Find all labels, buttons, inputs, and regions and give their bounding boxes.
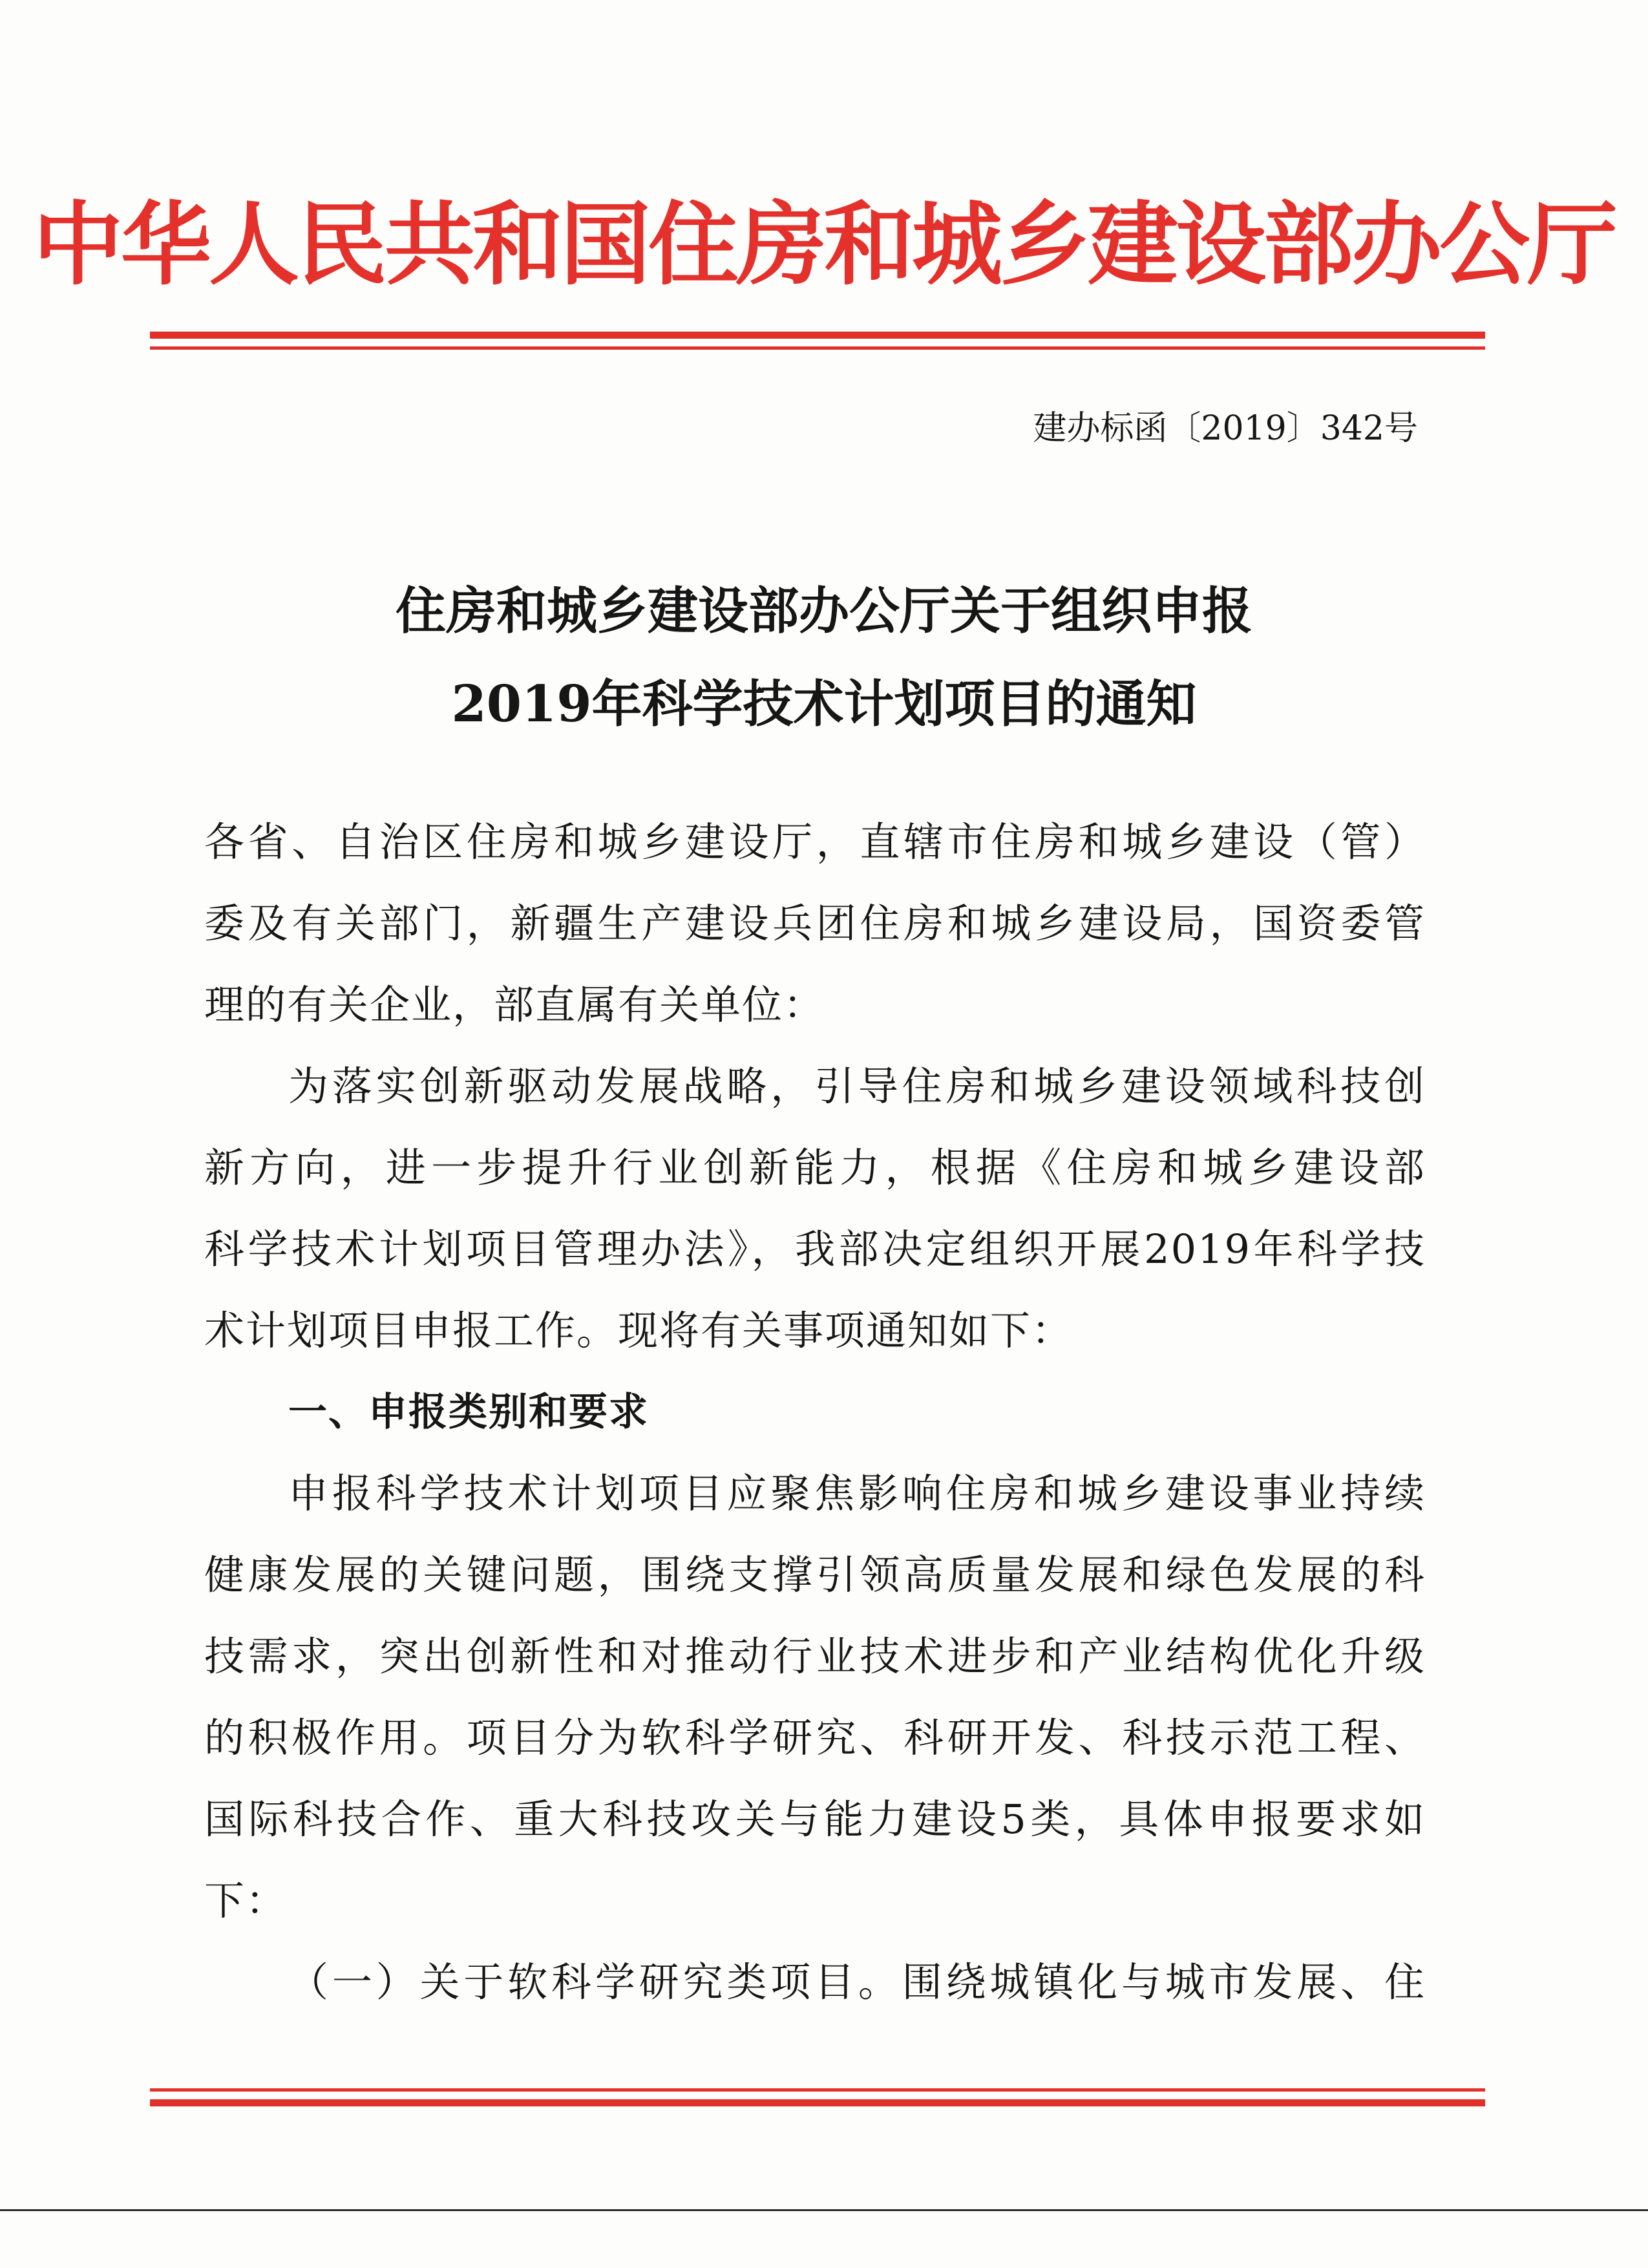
document-title-line-1: 住房和城乡建设部办公厅关于组织申报 [395,582,1252,641]
section-paragraph-line: 技需求，突出创新性和对推动行业技术进步和产业结构优化升级 [204,1633,1426,1680]
intro-paragraph-line: 术计划项目申报工作。现将有关事项通知如下： [204,1307,1073,1354]
header-red-rule-thin [150,346,1485,350]
section-paragraph-line: 健康发展的关键问题，围绕支撑引领高质量发展和绿色发展的科 [204,1551,1426,1598]
document-title-line-2: 2019年科学技术计划项目的通知 [451,675,1197,734]
footer-red-rule-thick [150,2099,1485,2106]
section-paragraph-line: 申报科学技术计划项目应聚焦影响住房和城乡建设事业持续 [288,1470,1426,1517]
subsection-paragraph-line: （一）关于软科学研究类项目。围绕城镇化与城市发展、住 [288,1958,1426,2006]
addressee-line: 委及有关部门，新疆生产建设兵团住房和城乡建设局，国资委管 [204,900,1426,947]
footer-red-rule-thin [150,2088,1485,2092]
issuing-organization-header: 中华人民共和国住房和城乡建设部办公厅 [32,193,1615,298]
section-paragraph-line: 的积极作用。项目分为软科学研究、科研开发、科技示范工程、 [204,1714,1426,1761]
document-number: 建办标函〔2019〕342号 [1033,409,1418,448]
addressee-line: 各省、自治区住房和城乡建设厅，直辖市住房和城乡建设（管） [204,818,1426,865]
intro-paragraph-line: 科学技术计划项目管理办法》，我部决定组织开展2019年科学技 [204,1225,1426,1273]
header-red-rule-thick [150,332,1485,339]
section-paragraph-line: 国际科技合作、重大科技攻关与能力建设5类，具体申报要求如 [204,1796,1426,1843]
section-paragraph-line: 下： [204,1877,288,1924]
addressee-line: 理的有关企业，部直属有关单位： [204,981,825,1028]
document-body [204,801,1426,2023]
scan-edge-line [0,2209,1648,2211]
section-heading: 一、申报类别和要求 [288,1390,649,1435]
intro-paragraph-line: 新方向，进一步提升行业创新能力，根据《住房和城乡建设部 [204,1144,1426,1191]
intro-paragraph-line: 为落实创新驱动发展战略，引导住房和城乡建设领域科技创 [288,1063,1426,1110]
